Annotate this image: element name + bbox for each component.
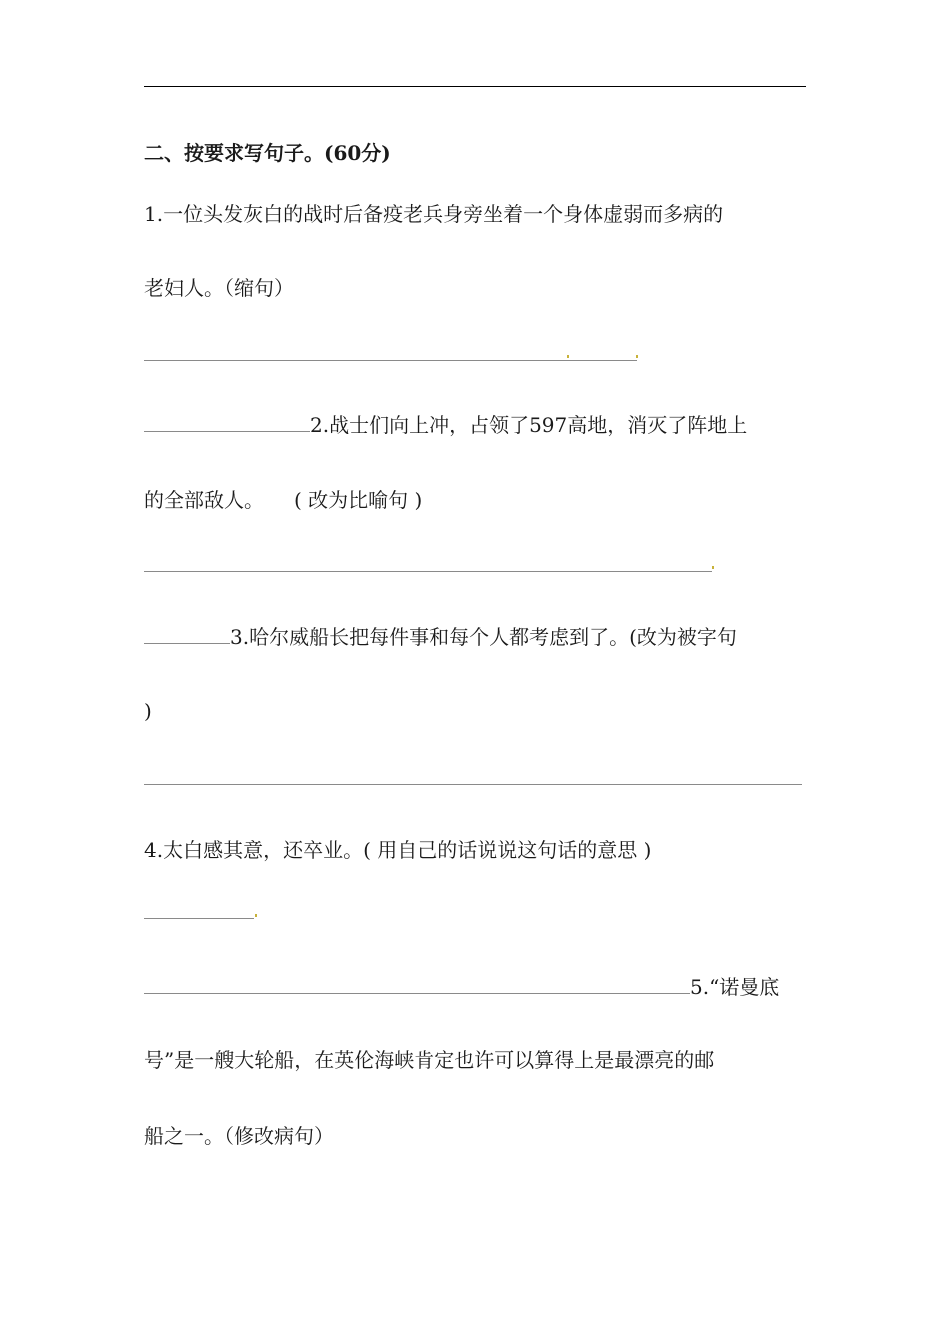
answer-blank-3[interactable] — [144, 784, 802, 785]
question-2-row — [144, 411, 747, 439]
question-5-line-3: 船之一。（修改病句） — [144, 1124, 334, 1148]
question-5-line-1: 5.“诺曼底 — [690, 975, 780, 999]
answer-blank-4[interactable] — [144, 918, 254, 919]
question-4-line-1: 4.太白感其意，还卒业。( 用自己的话说说这句话的意思 ) — [144, 838, 652, 862]
question-5-line-2: 号”是一艘大轮船，在英伦海峡肯定也许可以算得上是最漂亮的邮 — [144, 1048, 715, 1072]
question-1-line-1: 1.一位头发灰白的战时后备疫老兵身旁坐着一个身体虚弱而多病的 — [144, 202, 724, 226]
answer-blank-2-continued[interactable] — [144, 625, 230, 644]
header-rule — [144, 86, 806, 87]
question-3-row — [144, 623, 737, 651]
section-title: 二、按要求写句子。(60分) — [144, 141, 391, 165]
question-3-line-1: 3.哈尔威船长把每件事和每个人都考虑到了。(改为被字句 — [230, 625, 737, 649]
question-5-row — [144, 973, 779, 1001]
marker-dot — [255, 914, 257, 917]
marker-dot — [567, 355, 569, 358]
marker-dot — [636, 355, 638, 358]
answer-blank-2[interactable] — [144, 571, 712, 572]
marker-dot — [712, 566, 714, 569]
question-2-line-1: 2.战士们向上冲，占领了597高地，消灭了阵地上 — [310, 413, 748, 437]
question-2-line-2: 的全部敌人。 ( 改为比喻句 ) — [144, 488, 423, 512]
question-3-line-2: ) — [144, 699, 152, 723]
answer-blank-1-continued[interactable] — [144, 413, 310, 432]
answer-blank-4-continued[interactable] — [144, 975, 690, 994]
answer-blank-1[interactable] — [144, 360, 637, 361]
question-1-line-2: 老妇人。（缩句） — [144, 276, 294, 300]
